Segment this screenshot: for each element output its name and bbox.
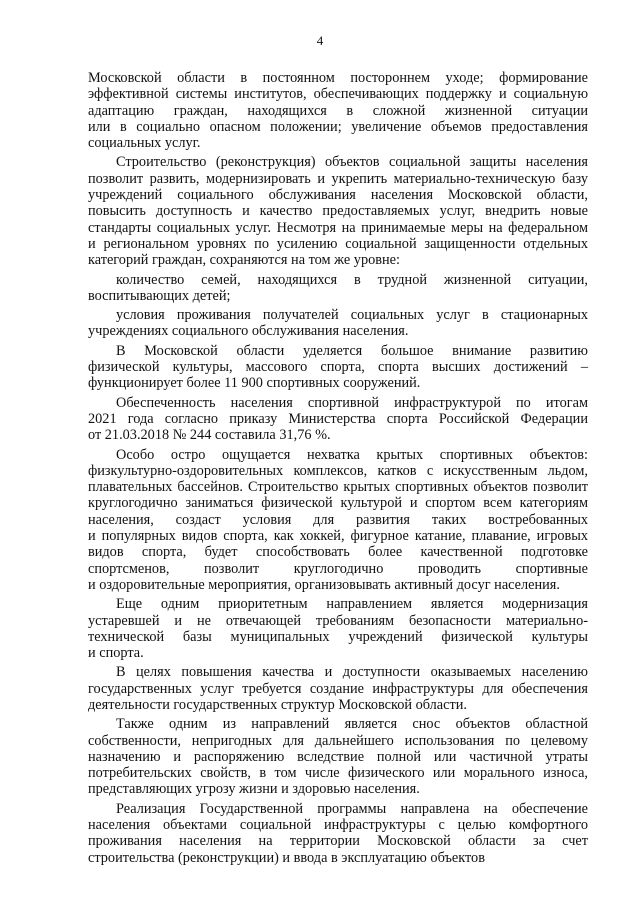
text-line: физкультурно-оздоровительных комплексов, катков с искусственным льдом,	[88, 462, 588, 479]
document-body	[88, 70, 588, 869]
text-line: потребительских свойств, в том числе физического или морального износа,	[88, 765, 588, 782]
text-line: учреждениях социального обслуживания населения.	[88, 323, 409, 340]
text-line: количество семей, находящихся в трудной жизненной ситуации,	[116, 271, 588, 288]
text-line: представляющих угрозу жизни и здоровью населения.	[88, 781, 420, 798]
paragraph	[88, 154, 588, 268]
text-line: Также одним из направлений является снос объектов областной	[116, 716, 588, 733]
paragraph	[88, 395, 588, 444]
text-line: адаптацию граждан, находящихся в сложной жизненной ситуации	[88, 102, 588, 119]
text-line: воспитывающих детей;	[88, 287, 231, 304]
text-line: деятельности государственных структур Московской области.	[88, 696, 467, 713]
page-number: 4	[316, 33, 324, 48]
text-line: спортсменов, позволит круглогодично проводить спортивные	[88, 560, 588, 577]
paragraph	[88, 664, 588, 713]
text-line: условия проживания получателей социальных услуг в стационарных	[116, 307, 588, 324]
text-line: эффективной системы институтов, обеспечивающих поддержку и социальную	[88, 86, 588, 103]
text-line: назначению и распоряжению вследствие полной или частичной утраты	[88, 748, 588, 765]
text-line: социальных услуг.	[88, 135, 201, 152]
text-line: собственности, непригодных для дальнейшего использования по целевому	[88, 732, 588, 749]
paragraph	[88, 447, 588, 594]
text-line: физической культуры, массового спорта, спорта высших достижений –	[88, 359, 588, 376]
text-line: учреждений социального обслуживания населения Московской области,	[88, 187, 588, 204]
paragraph	[88, 272, 588, 305]
text-line: Обеспеченность населения спортивной инфраструктурой по итогам	[116, 394, 588, 411]
text-line: Московской области в постоянном постороннем уходе; формирование	[88, 70, 588, 86]
text-line: населения объектами социальной инфраструктуры с целью комфортного	[88, 817, 588, 834]
paragraph	[88, 596, 588, 661]
text-line: 2021 года согласно приказу Министерства спорта Российской Федерации	[88, 410, 588, 427]
text-line: В целях повышения качества и доступности оказываемых населению	[116, 664, 588, 681]
text-line: стандарты социальных услуг. Несмотря на принимаемые меры на федеральном	[88, 219, 588, 236]
paragraph	[88, 716, 588, 797]
text-line: и региональном уровнях по усилению социальной защищенности отдельных	[88, 235, 588, 252]
text-line: категорий граждан, сохраняются на том же уровне:	[88, 252, 400, 269]
text-line: позволит развить, модернизировать и укрепить материально-техническую базу	[88, 170, 588, 187]
text-line: устаревшей и не отвечающей требованиям безопасности материально-	[88, 612, 588, 629]
paragraph	[88, 307, 588, 340]
text-line: В Московской области уделяется большое внимание развитию	[116, 342, 588, 359]
text-line: технической базы муниципальных учреждений физической культуры	[88, 628, 588, 645]
text-line: от 21.03.2018 № 244 составила 31,76 %.	[88, 427, 331, 444]
paragraph	[88, 343, 588, 392]
text-line: видов спорта, будет способствовать более качественной подготовке	[88, 544, 588, 561]
text-line: и оздоровительные мероприятия, организовывать активный досуг населения.	[88, 576, 560, 593]
text-line: государственных услуг требуется создание инфраструктуры для обеспечения	[88, 680, 588, 697]
text-line: плавательных бассейнов. Строительство крытых спортивных объектов позволит	[88, 479, 588, 496]
text-line: круглогодично заниматься физической культурой и спортом всем категориям	[88, 495, 588, 512]
text-line: повысить доступность и качество предоставляемых услуг, внедрить новые	[88, 203, 588, 220]
text-line: Особо остро ощущается нехватка крытых спортивных объектов:	[116, 446, 588, 463]
paragraph	[88, 70, 588, 151]
text-line: или в социально опасном положении; увеличение объемов предоставления	[88, 118, 588, 135]
paragraph	[88, 801, 588, 866]
text-line: функционирует более 11 900 спортивных сооружений.	[88, 375, 421, 392]
text-line: проживания населения на территории Московской области за счет	[88, 833, 588, 850]
text-line: и спорта.	[88, 645, 144, 662]
text-line: Реализация Государственной программы направлена на обеспечение	[116, 800, 588, 817]
text-line: населения, создаст условия для развития таких востребованных	[88, 511, 588, 528]
text-line: Еще одним приоритетным направлением является модернизация	[116, 596, 588, 613]
text-line: и популярных видов спорта, как хоккей, фигурное катание, плавание, игровых	[88, 528, 588, 545]
text-line: Строительство (реконструкция) объектов социальной защиты населения	[116, 154, 588, 171]
text-line: строительства (реконструкции) и ввода в эксплуатацию объектов	[88, 849, 485, 866]
